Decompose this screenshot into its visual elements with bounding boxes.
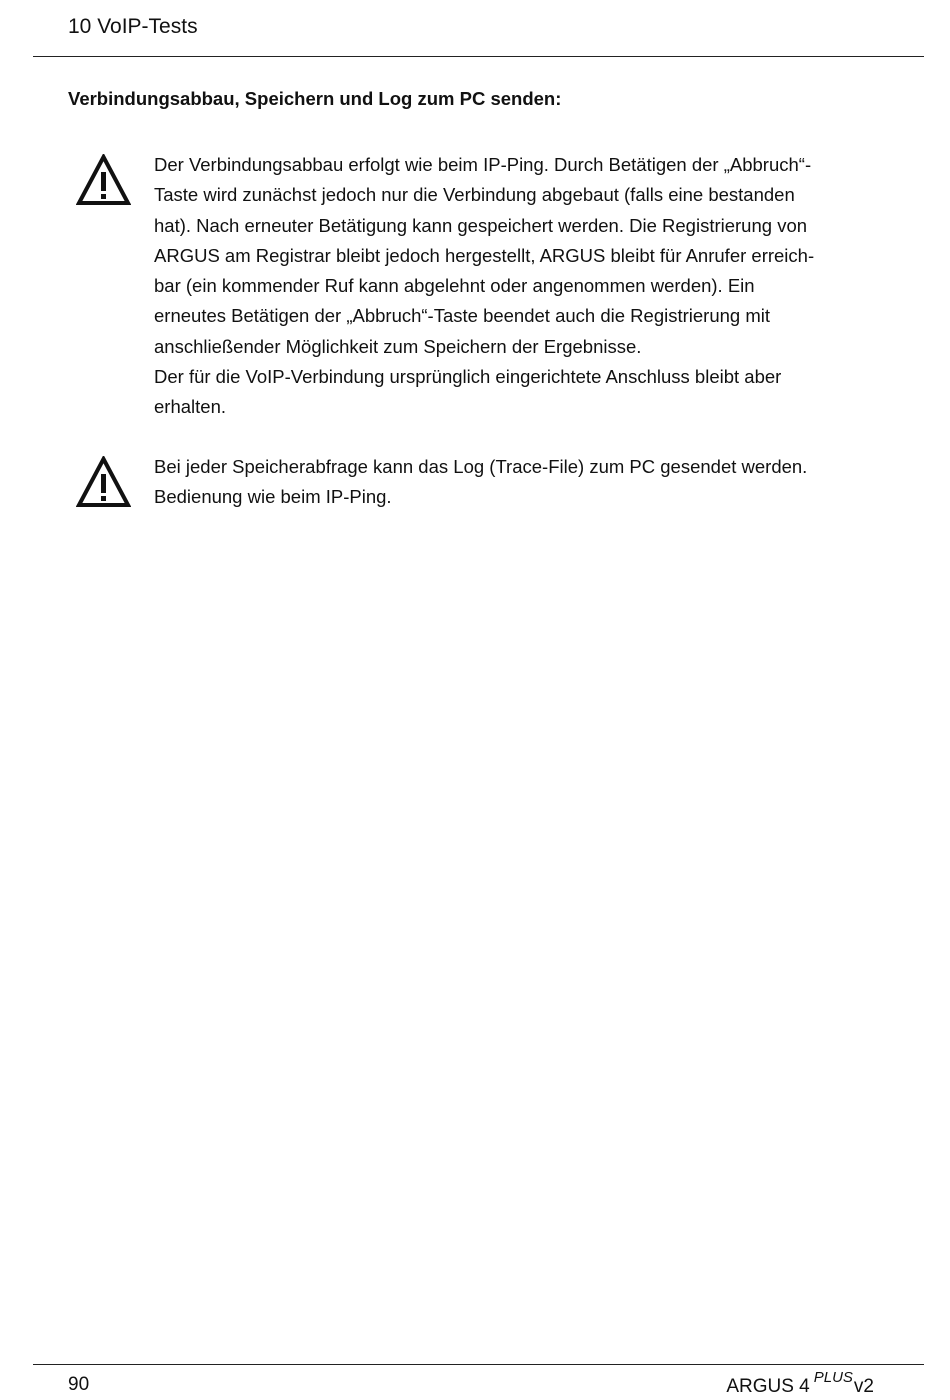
note-line: erhalten. <box>154 396 226 418</box>
product-version: v2 <box>853 1376 874 1397</box>
note-line: erneutes Betätigen der „Abbruch“-Taste beendet auch die Registrierung mit <box>154 305 770 327</box>
note-line: Bei jeder Speicherabfrage kann das Log (Trace-File) zum PC gesendet werden. <box>154 456 808 477</box>
note-line: Der für die VoIP-Verbindung ursprünglich eingerichtete Anschluss bleibt aber <box>154 366 782 388</box>
chapter-title: 10 VoIP-Tests <box>68 15 198 38</box>
note-line: Taste wird zunächst jedoch nur die Verbindung abgebaut (falls eine bestanden <box>154 184 795 206</box>
page-number: 90 <box>68 1374 90 1395</box>
note-line: anschließender Möglichkeit zum Speichern der Ergebnisse. <box>154 335 642 357</box>
warning-triangle-icon <box>76 456 131 508</box>
warning-triangle-icon <box>76 154 131 206</box>
note-text <box>154 452 884 513</box>
note-line: ARGUS am Registrar bleibt jedoch hergestellt, ARGUS bleibt für Anrufer erreich- <box>154 244 815 266</box>
product-name-text: ARGUS 4 <box>726 1376 810 1397</box>
note-line: hat). Nach erneuter Betätigung kann gespeichert werden. Die Registrierung von <box>154 214 808 236</box>
product-name <box>726 1369 874 1400</box>
note-line: Bedienung wie beim IP-Ping. <box>154 486 392 508</box>
note-line: bar (ein kommender Ruf kann abgelehnt oder angenommen werden). Ein <box>154 275 755 297</box>
note-line: Der Verbindungsabbau erfolgt wie beim IP-Ping. Durch Betätigen der „Abbruch“- <box>154 154 812 175</box>
footer-divider <box>33 1364 924 1365</box>
section-heading: Verbindungsabbau, Speichern und Log zum PC senden: <box>68 88 562 109</box>
note-text <box>154 150 884 423</box>
product-superscript: PLUS <box>813 1369 853 1386</box>
header-divider <box>33 56 924 57</box>
